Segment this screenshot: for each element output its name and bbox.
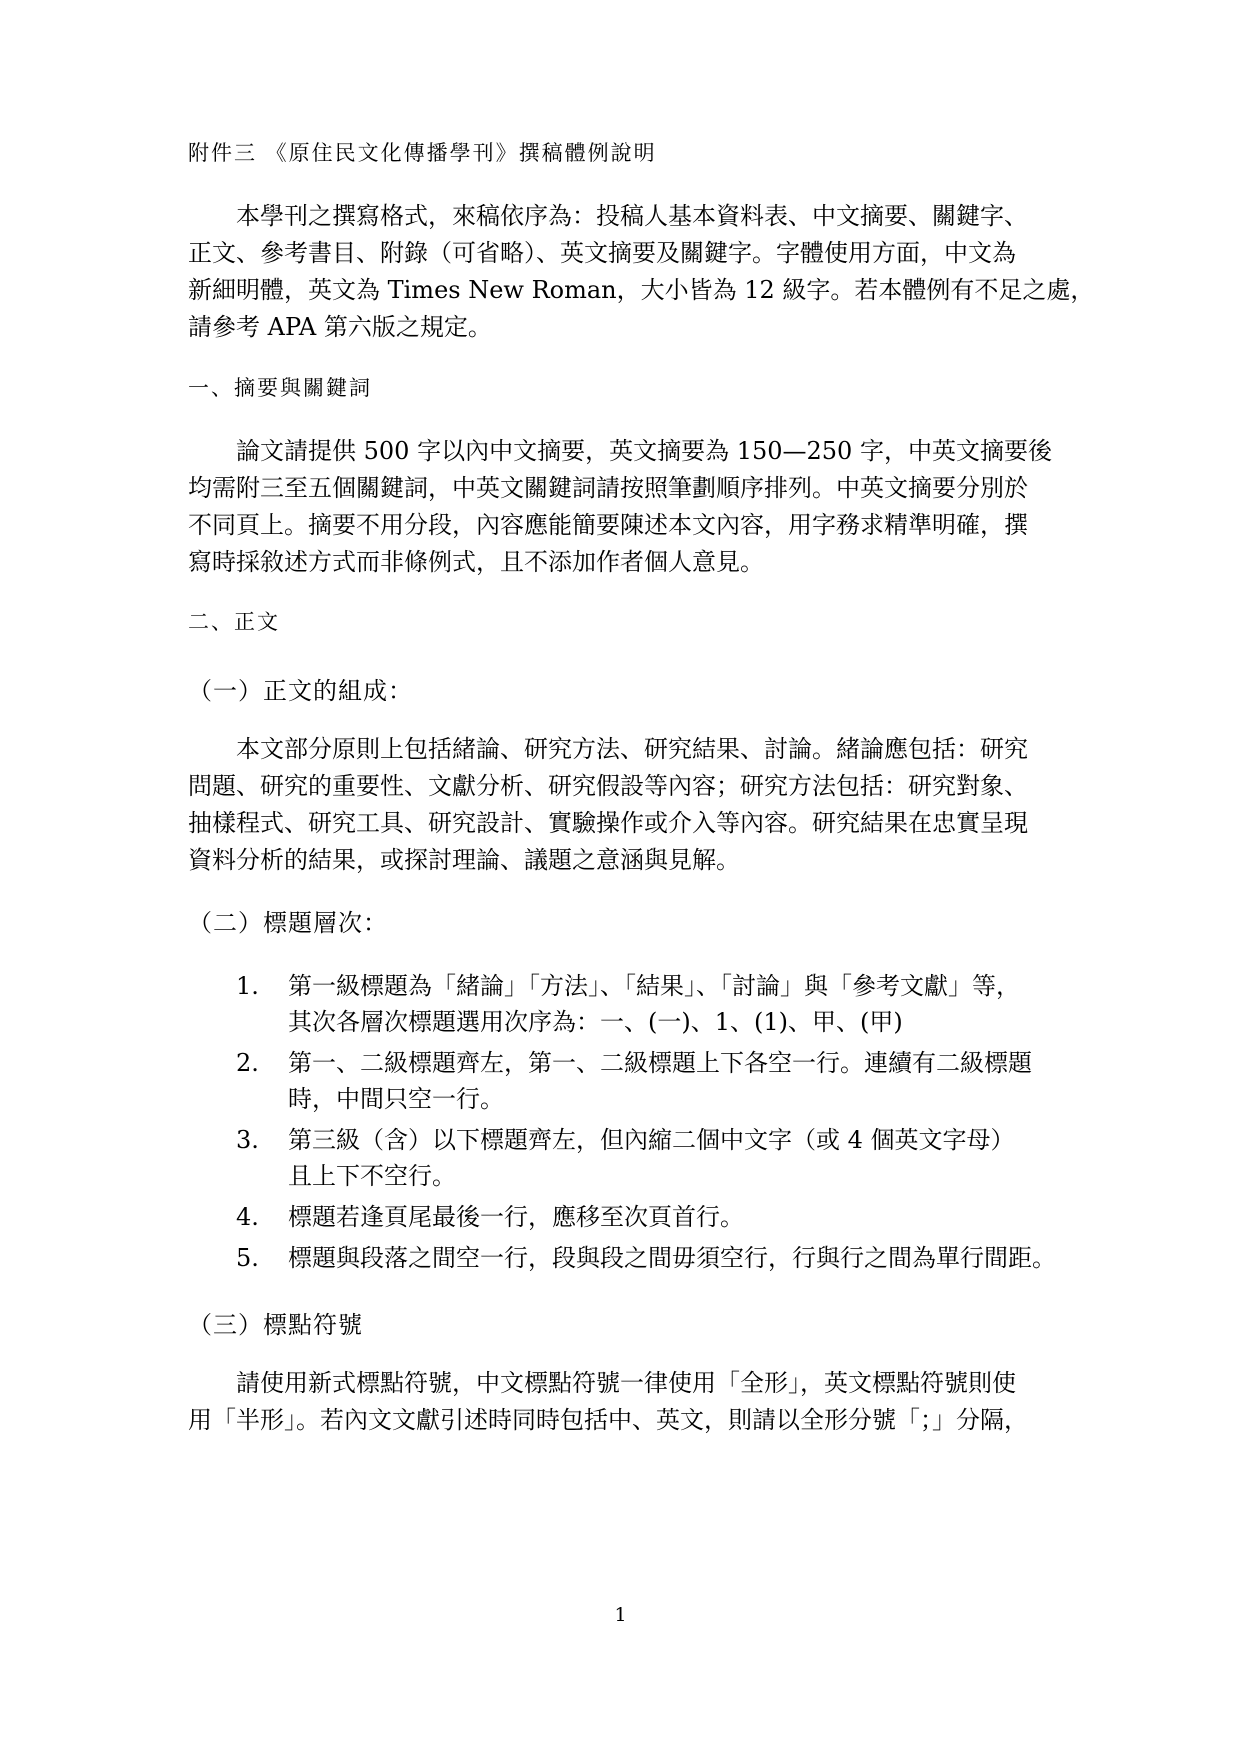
- list-item: [236, 1199, 1076, 1235]
- list-number: 1.: [236, 972, 259, 1000]
- list-line: 時，中間只空一行。: [288, 1085, 504, 1113]
- list-line: 第一級標題為「緒論」「方法」、「結果」、「討論」與「參考文獻」等，: [288, 972, 1020, 1000]
- page-number: 1: [614, 1604, 627, 1626]
- section1-heading: 一、摘要與關鍵詞: [188, 376, 372, 400]
- list-line: 且上下不空行。: [288, 1162, 456, 1190]
- paragraph-line: 請參考 APA 第六版之規定。: [188, 313, 492, 341]
- paragraph-line: 本學刊之撰寫格式，來稿依序為：投稿人基本資料表、中文摘要、關鍵字、: [236, 202, 1028, 230]
- list-number: 3.: [236, 1126, 259, 1154]
- list-line: 其次各層次標題選用次序為：一、(一)、1、(1)、甲、(甲): [288, 1008, 903, 1036]
- subsection-heading: （二）標題層次：: [188, 909, 388, 937]
- subsection1-paragraph: [188, 731, 1068, 879]
- paragraph-line: 新細明體，英文為 Times New Roman，大小皆為 12 級字。若本體例有不足之處，: [188, 276, 1095, 304]
- subsection-heading: （一）正文的組成：: [188, 677, 413, 705]
- list-item: [236, 1045, 1076, 1117]
- intro-paragraph: [188, 198, 1095, 346]
- list-line: 標題若逢頁尾最後一行，應移至次頁首行。: [288, 1203, 744, 1231]
- section1-paragraph: [188, 433, 1068, 581]
- paragraph-line: 抽樣程式、研究工具、研究設計、實驗操作或介入等內容。研究結果在忠實呈現: [188, 809, 1028, 837]
- paragraph-line: 均需附三至五個關鍵詞，中英文關鍵詞請按照筆劃順序排列。中英文摘要分別於: [188, 474, 1028, 502]
- list-item: [236, 968, 1076, 1040]
- heading-levels-list: [236, 968, 1076, 1281]
- list-number: 4.: [236, 1203, 259, 1231]
- paragraph-line: 資料分析的結果，或探討理論、議題之意涵與見解。: [188, 846, 740, 874]
- paragraph-line: 本文部分原則上包括緒論、研究方法、研究結果、討論。緒論應包括：研究: [236, 735, 1028, 763]
- list-item: [236, 1122, 1076, 1194]
- paragraph-line: 寫時採敘述方式而非條例式，且不添加作者個人意見。: [188, 548, 764, 576]
- paragraph-line: 問題、研究的重要性、文獻分析、研究假設等內容；研究方法包括：研究對象、: [188, 772, 1028, 800]
- list-line: 第三級（含）以下標題齊左，但內縮二個中文字（或 4 個英文字母）: [288, 1126, 1015, 1154]
- document-title: 附件三 《原住民文化傳播學刊》撰稿體例說明: [188, 141, 657, 165]
- paragraph-line: 論文請提供 500 字以內中文摘要，英文摘要為 150—250 字，中英文摘要後: [236, 437, 1052, 465]
- list-number: 2.: [236, 1049, 259, 1077]
- paragraph-line: 正文、參考書目、附錄（可省略）、英文摘要及關鍵字。字體使用方面，中文為: [188, 239, 1016, 267]
- subsection-heading: （三）標點符號: [188, 1311, 363, 1339]
- paragraph-line: 用「半形」。若內文文獻引述時同時包括中、英文，則請以全形分號「；」分隔，: [188, 1406, 1028, 1434]
- list-line: 第一、二級標題齊左，第一、二級標題上下各空一行。連續有二級標題: [288, 1049, 1032, 1077]
- paragraph-line: 請使用新式標點符號，中文標點符號一律使用「全形」，英文標點符號則使: [236, 1369, 1016, 1397]
- section2-heading: 二、正文: [188, 610, 280, 634]
- list-number: 5.: [236, 1244, 259, 1272]
- subsection3-paragraph: [188, 1365, 1068, 1439]
- list-line: 標題與段落之間空一行，段與段之間毋須空行，行與行之間為單行間距。: [288, 1244, 1056, 1272]
- list-item: [236, 1240, 1076, 1276]
- paragraph-line: 不同頁上。摘要不用分段，內容應能簡要陳述本文內容，用字務求精準明確，撰: [188, 511, 1028, 539]
